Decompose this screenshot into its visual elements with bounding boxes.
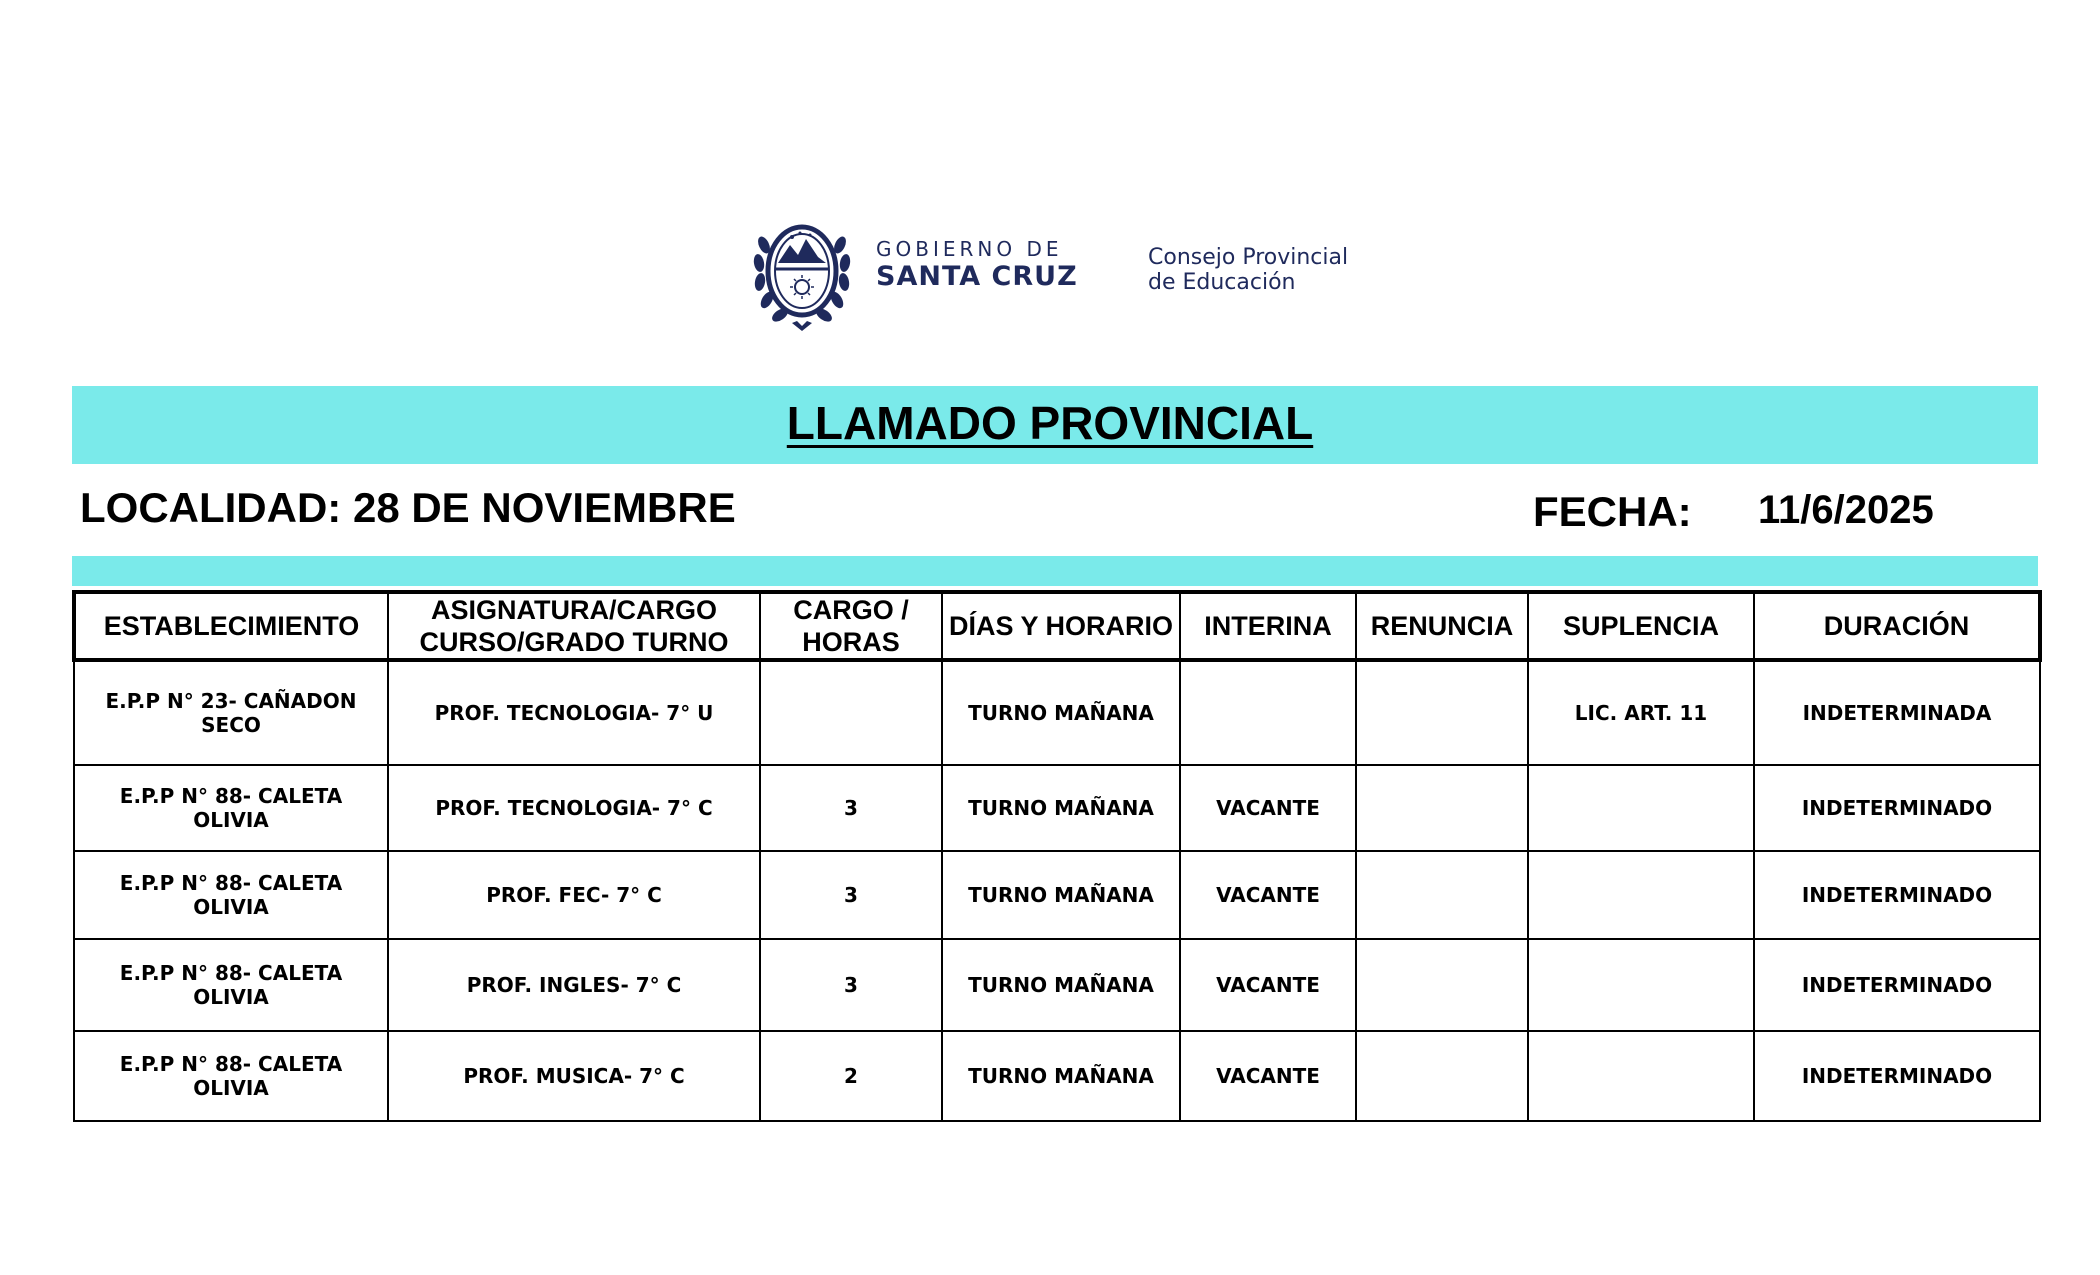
cell-horas: 3 — [760, 939, 942, 1031]
cell-interina: VACANTE — [1180, 1031, 1356, 1121]
cell-renuncia — [1356, 660, 1528, 765]
page-title: LLAMADO PROVINCIAL — [786, 397, 1314, 449]
cell-horas: 2 — [760, 1031, 942, 1121]
localidad-label: LOCALIDAD: 28 DE NOVIEMBRE — [80, 484, 736, 531]
gobierno-wordmark — [876, 237, 1078, 293]
table-header-row — [74, 592, 2040, 660]
cell-asignatura: PROF. TECNOLOGIA- 7° C — [388, 765, 760, 851]
fecha-label: FECHA: — [1533, 488, 1692, 535]
cell-horario: TURNO MAÑANA — [942, 851, 1180, 939]
cell-establecimiento: E.P.P N° 88- CALETA OLIVIA — [74, 939, 388, 1031]
cell-horas — [760, 660, 942, 765]
cell-establecimiento: E.P.P N° 88- CALETA OLIVIA — [74, 851, 388, 939]
positions-table — [72, 590, 2042, 1122]
separator-band — [72, 556, 2038, 586]
cell-suplencia: LIC. ART. 11 — [1528, 660, 1754, 765]
cell-horas: 3 — [760, 765, 942, 851]
table-row — [74, 765, 2040, 851]
table-row — [74, 851, 2040, 939]
table-row — [74, 939, 2040, 1031]
cell-establecimiento: E.P.P N° 88- CALETA OLIVIA — [74, 765, 388, 851]
cell-renuncia — [1356, 765, 1528, 851]
cell-duracion: INDETERMINADA — [1754, 660, 2040, 765]
cell-interina: VACANTE — [1180, 851, 1356, 939]
table-row — [74, 1031, 2040, 1121]
cell-renuncia — [1356, 851, 1528, 939]
column-header: RENUNCIA — [1356, 592, 1528, 660]
consejo-wordmark — [1148, 245, 1348, 295]
consejo-line1: Consejo Provincial — [1148, 245, 1349, 270]
cell-renuncia — [1356, 1031, 1528, 1121]
cell-horario: TURNO MAÑANA — [942, 939, 1180, 1031]
cell-duracion: INDETERMINADO — [1754, 939, 2040, 1031]
column-header: DÍAS Y HORARIO — [942, 592, 1180, 660]
column-header: DURACIÓN — [1754, 592, 2040, 660]
cell-suplencia — [1528, 1031, 1754, 1121]
cell-horario: TURNO MAÑANA — [942, 765, 1180, 851]
fecha-value: 11/6/2025 — [1758, 488, 1934, 532]
cell-duracion: INDETERMINADO — [1754, 851, 2040, 939]
cell-asignatura: PROF. MUSICA- 7° C — [388, 1031, 760, 1121]
cell-asignatura: PROF. FEC- 7° C — [388, 851, 760, 939]
cell-establecimiento: E.P.P N° 88- CALETA OLIVIA — [74, 1031, 388, 1121]
gobierno-line1: GOBIERNO DE — [876, 237, 1063, 261]
cell-duracion: INDETERMINADO — [1754, 765, 2040, 851]
gobierno-line2: SANTA CRUZ — [876, 261, 1078, 292]
cell-interina: VACANTE — [1180, 765, 1356, 851]
cell-suplencia — [1528, 765, 1754, 851]
cell-interina — [1180, 660, 1356, 765]
cell-renuncia — [1356, 939, 1528, 1031]
column-header: ESTABLECIMIENTO — [74, 592, 388, 660]
column-header: CARGO / HORAS — [760, 592, 942, 660]
header-logo — [752, 205, 1372, 335]
cell-establecimiento: E.P.P N° 23- CAÑADON SECO — [74, 660, 388, 765]
column-header: ASIGNATURA/CARGO CURSO/GRADO TURNO — [388, 592, 760, 660]
cell-suplencia — [1528, 939, 1754, 1031]
provincial-seal-icon — [752, 205, 852, 335]
cell-interina: VACANTE — [1180, 939, 1356, 1031]
cell-suplencia — [1528, 851, 1754, 939]
table-row — [74, 660, 2040, 765]
consejo-line2: de Educación — [1148, 270, 1296, 295]
cell-horario: TURNO MAÑANA — [942, 660, 1180, 765]
column-header: SUPLENCIA — [1528, 592, 1754, 660]
column-header: INTERINA — [1180, 592, 1356, 660]
cell-asignatura: PROF. TECNOLOGIA- 7° U — [388, 660, 760, 765]
cell-horas: 3 — [760, 851, 942, 939]
cell-horario: TURNO MAÑANA — [942, 1031, 1180, 1121]
cell-duracion: INDETERMINADO — [1754, 1031, 2040, 1121]
cell-asignatura: PROF. INGLES- 7° C — [388, 939, 760, 1031]
